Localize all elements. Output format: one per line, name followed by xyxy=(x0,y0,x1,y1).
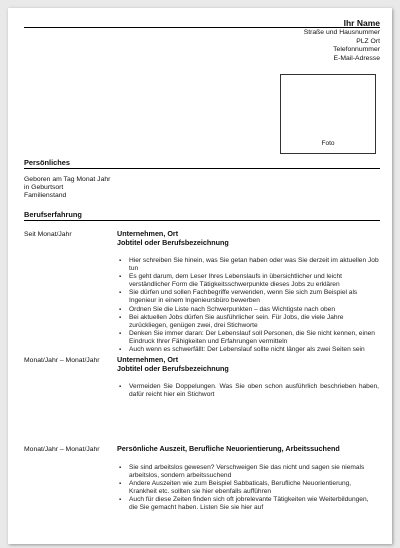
list-item: ▪ Sie sind arbeitslos gewesen? Verschweigen Sie das nicht und sagen sie niemals arbeitslos, sondern arbeitssuchend xyxy=(117,464,379,480)
entry-date: Monat/Jahr – Monat/Jahr xyxy=(24,446,100,453)
entry-bullets xyxy=(117,383,379,399)
list-item: ▪ Auch wenn es schwerfällt: Der Lebenslauf sollte nicht länger als zwei Seiten sein xyxy=(117,346,379,354)
entry-date: Seit Monat/Jahr xyxy=(24,231,72,238)
personal-details xyxy=(24,176,110,201)
section-title-experience: Berufserfahrung xyxy=(24,210,380,221)
list-item: ▪ Andere Auszeiten wie zum Beispiel Sabbaticals, Berufliche Neuorientierung, Krankheit etc. sollten sie hier ebenfalls aufführen xyxy=(117,480,379,496)
header-rule xyxy=(24,27,380,28)
entry-title: Unternehmen, Ort xyxy=(117,355,179,364)
experience-entry xyxy=(117,445,379,512)
entry-subtitle: Jobtitel oder Berufsbezeichnung xyxy=(117,237,229,247)
address-city: PLZ Ort xyxy=(356,37,380,45)
marital-status: Familienstand xyxy=(24,192,67,200)
section-title-personal: Persönliches xyxy=(24,158,380,169)
address-street: Straße und Hausnummer xyxy=(303,29,380,36)
header-block xyxy=(304,18,380,63)
birth-date: Geboren am Tag Monat Jahr xyxy=(24,176,111,183)
phone-number: Telefonnummer xyxy=(333,46,380,54)
list-item: ▪ Auch für diese Zeiten finden sich oft jobrelevante Tätigkeiten wie Weiterbildungen, die Sie gemacht haben. Listen Sie sie hier auf xyxy=(117,496,379,512)
entry-subtitle: Jobtitel oder Berufsbezeichnung xyxy=(117,363,229,373)
list-item: ▪ Sie dürfen und sollen Fachbegriffe verwenden, wenn Sie sich zum Beispiel als Ingenieur in einem Ingenieursbüro bewerben xyxy=(117,289,379,305)
entry-title: Persönliche Auszeit, Berufliche Neuorientierung, Arbeitssuchend xyxy=(117,444,340,453)
entry-title: Unternehmen, Ort xyxy=(117,229,179,238)
experience-entry xyxy=(117,230,379,354)
list-item: ▪ Ordnen Sie die Liste nach Schwerpunkten – das Wichtigste nach oben xyxy=(117,306,379,314)
birth-place: in Geburtsort xyxy=(24,184,64,192)
email-address: E-Mail-Adresse xyxy=(333,54,380,62)
experience-entry xyxy=(117,356,379,399)
list-item: ▪ Denken Sie immer daran: Der Lebenslauf soll Personen, die Sie nicht kennen, einen Eindruck Ihrer Fähigkeiten und Erfahrungen vermitteln xyxy=(117,330,379,346)
entry-bullets xyxy=(117,257,379,354)
applicant-name: Ihr Name xyxy=(343,18,380,28)
list-item: ▪ Es geht darum, dem Leser Ihres Lebenslaufs in übersichtlicher und leicht verständlicher Form die Tätigkeitsschwerpunkte dieses Jobs zu erklären xyxy=(117,273,379,289)
cv-page xyxy=(8,8,392,544)
entry-date: Monat/Jahr – Monat/Jahr xyxy=(24,357,100,364)
photo-placeholder xyxy=(280,74,376,154)
entry-bullets xyxy=(117,464,379,513)
list-item: ▪ Bei aktuellen Jobs dürfen Sie ausführlicher sein. Für Jobs, die viele Jahre zurückliegen, genügen zwei, drei Stichworte xyxy=(117,314,379,330)
photo-label: Foto xyxy=(321,140,335,147)
list-item: ▪ Vermeiden Sie Doppelungen. Was Sie oben schon ausführlich beschrieben haben, dafür reicht hier ein Stichwort xyxy=(117,383,379,399)
list-item: ▪ Hier schreiben Sie hinein, was Sie getan haben oder was Sie derzeit im aktuellen Job tun xyxy=(117,257,379,273)
